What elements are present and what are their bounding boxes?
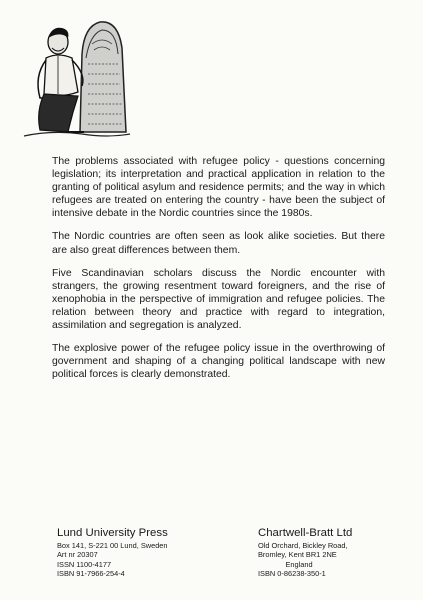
publisher-country: England (285, 559, 313, 569)
article-number: Art nr 20307 (57, 550, 98, 560)
blurb-paragraph: The Nordic countries are often seen as look alike societies. But there are also great differences between them. (52, 231, 385, 256)
publisher-name: Lund University Press (57, 527, 168, 539)
isbn: ISBN 0-86238-350-1 (258, 569, 326, 579)
publisher-address: Box 141, S-221 00 Lund, Sweden (57, 541, 168, 550)
publisher-lund-university-press (57, 527, 168, 579)
blurb-paragraph: The explosive power of the refugee policy issue in the overthrowing of government and shaping of a changing political landscape with new political forces is clearly demonstrated. (52, 343, 385, 381)
publisher-address: Bromley, Kent BR1 2NE (258, 550, 337, 560)
publisher-chartwell-bratt (258, 527, 352, 579)
back-cover-blurb (52, 155, 385, 391)
publisher-address: Old Orchard, Bickley Road, (258, 541, 348, 550)
blurb-paragraph: The problems associated with refugee policy - questions concerning legislation; its interpretation and practical application in relation to the granting of political asylum and residence permits; and the way in which refugees are treated on entering the country - have been the subject of intensive debate in the Nordic countries since the 1980s. (52, 156, 385, 220)
blurb-paragraph: Five Scandinavian scholars discuss the Nordic encounter with strangers, the growing resentment toward foreigners, and the rise of xenophobia in the perspective of immigration and refugee policies. The relation between theory and practice with regard to integration, assimilation and segregation is analyzed. (52, 267, 385, 332)
publisher-name: Chartwell-Bratt Ltd (258, 527, 353, 539)
man-beside-runestone-icon (22, 14, 132, 142)
issn: ISSN 1100-4177 (57, 559, 112, 569)
isbn: ISBN 91-7966-254-4 (57, 569, 125, 579)
